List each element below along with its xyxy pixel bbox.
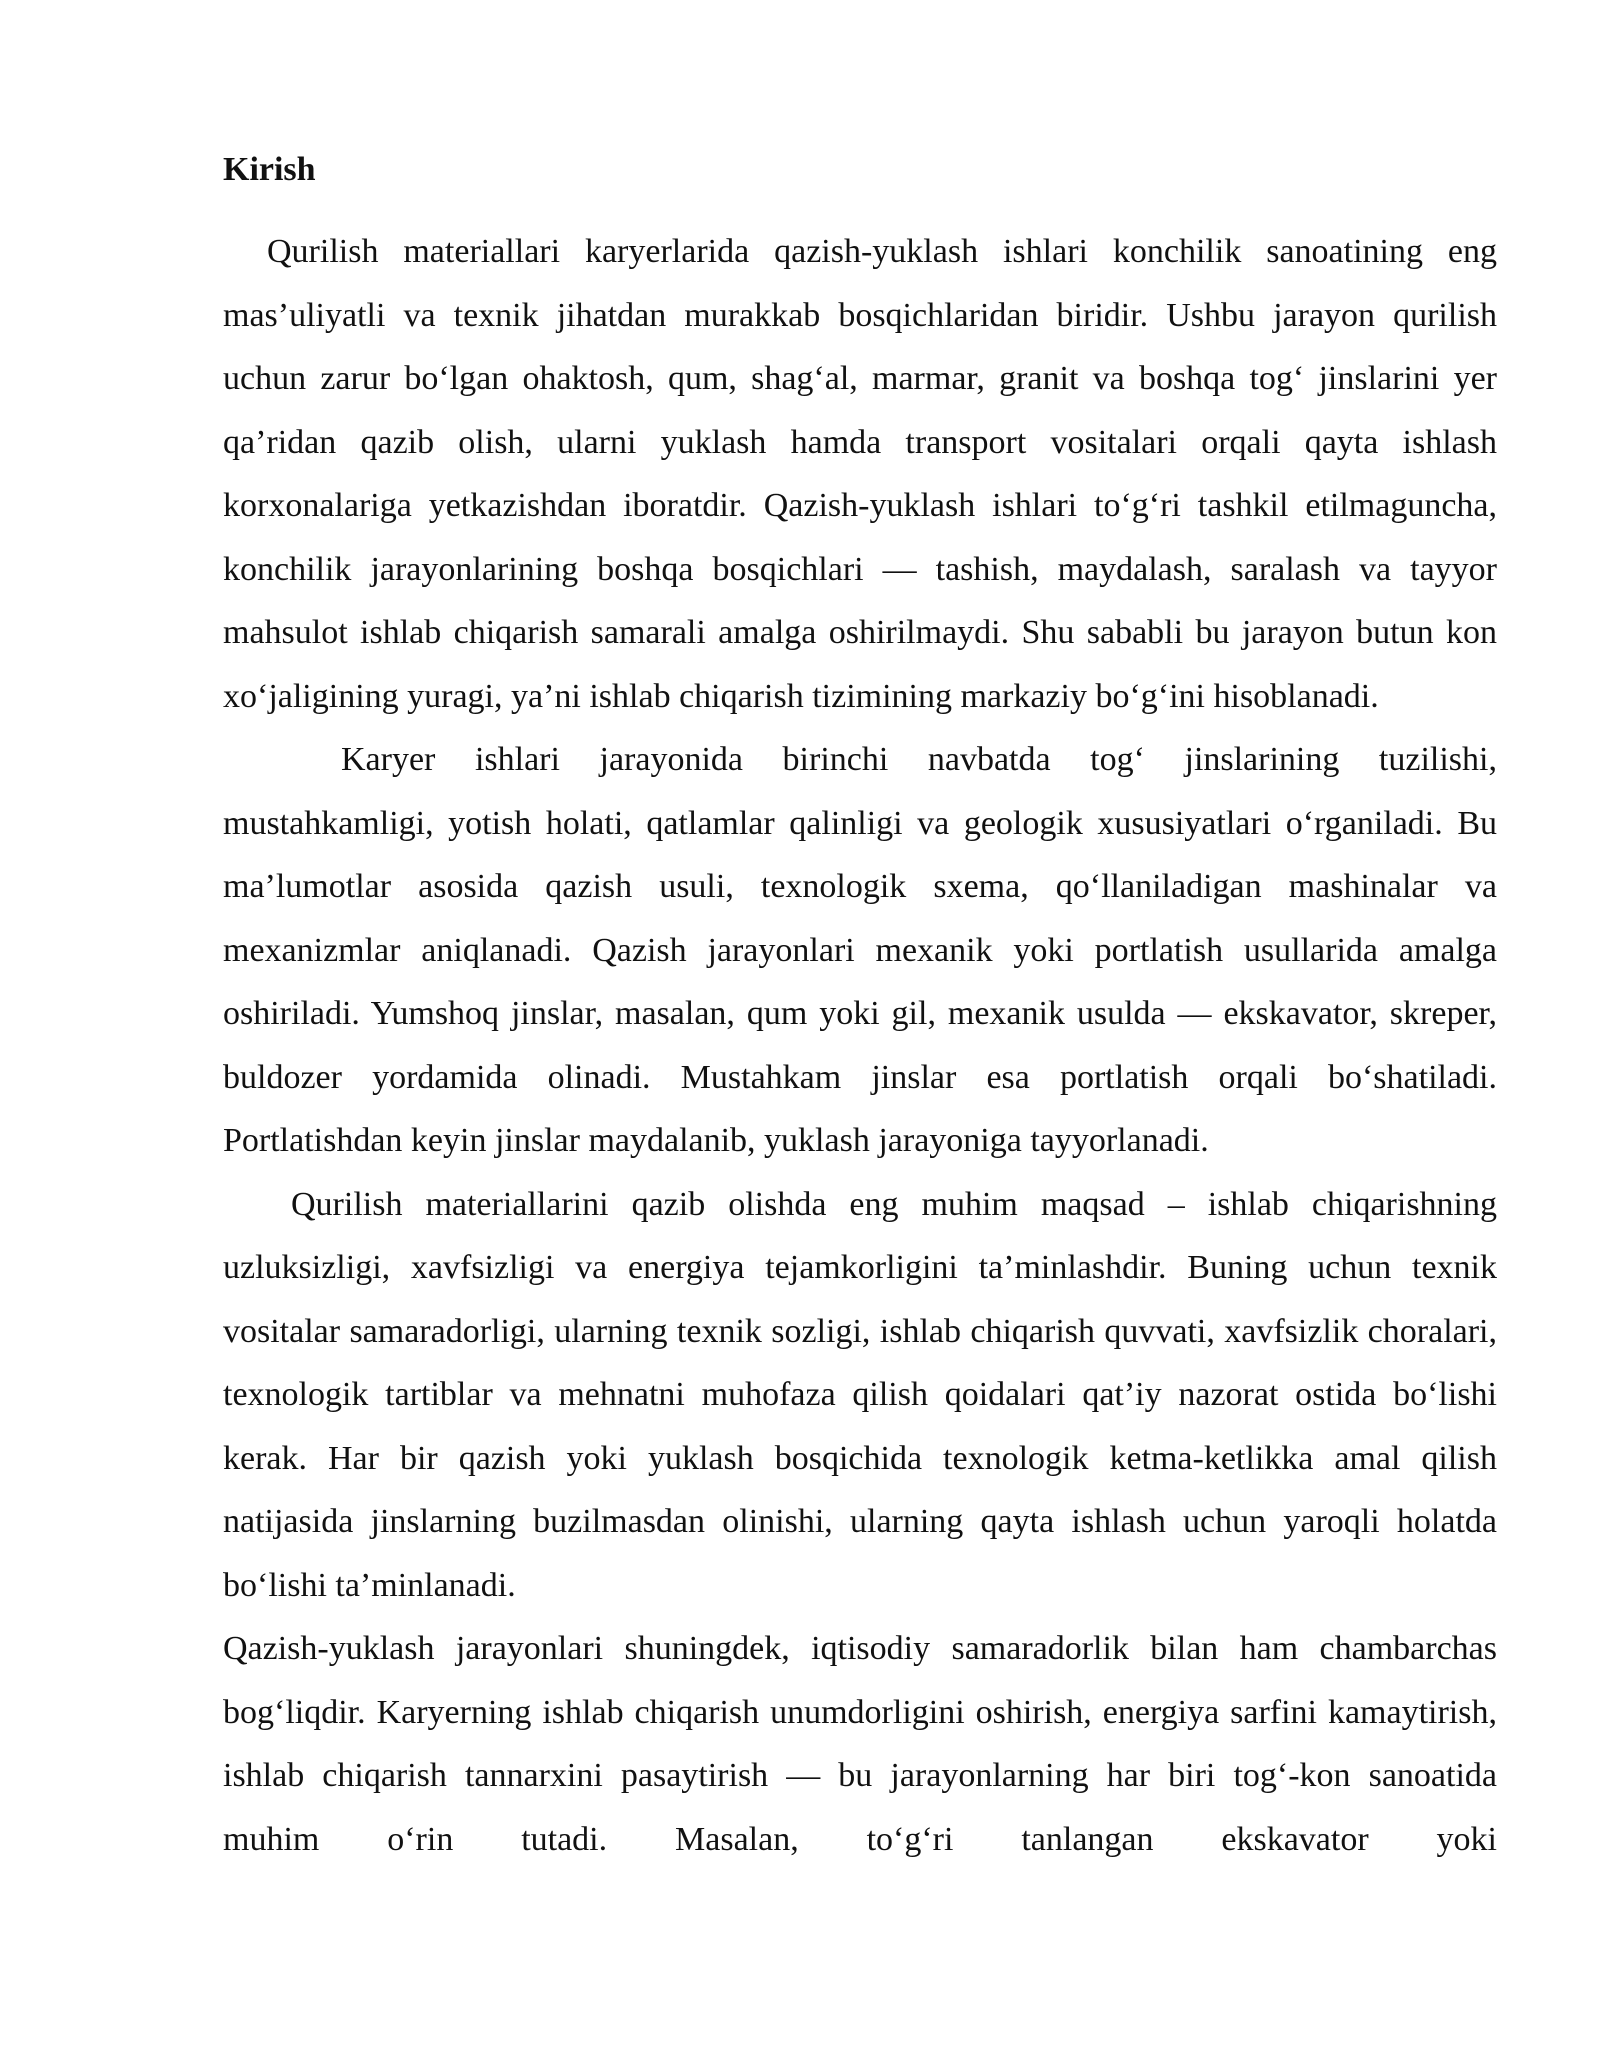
paragraph-2: Karyer ishlari jarayonida birinchi navbatda tog‘ jinslarining tuzilishi, mustahkamligi, yotish holati, qatlamlar qalinligi va geologik xususiyatlari o‘rganiladi. Bu ma’lumotlar asosida qazish usuli, texnologik sxema, qo‘llaniladigan mashinalar va mexanizmlar aniqlanadi. Qazish jarayonlari mexanik yoki portlatish usullarida amalga oshiriladi. Yumshoq jinslar, masalan, qum yoki gil, mexanik usulda — ekskavator, skreper, buldozer yordamida olinadi. Mustahkam jinslar esa portlatish orqali bo‘shatiladi. Portlatishdan keyin jinslar maydalanib, yuklash jarayoniga tayyorlanadi. <box>223 741 1497 1159</box>
paragraph-3: Qurilish materiallarini qazib olishda eng muhim maqsad – ishlab chiqarishning uzluksizligi, xavfsizligi va energiya tejamkorligini ta’minlashdir. Buning uchun texnik vositalar samaradorligi, ularning texnik sozligi, ishlab chiqarish quvvati, xavfsizlik choralari, texnologik tartiblar va mehnatni muhofaza qilish qoidalari qat’iy nazorat ostida bo‘lishi kerak. Har bir qazish yoki yuklash bosqichida texnologik ketma-ketlikka amal qilish natijasida jinslarning buzilmasdan olinishi, ularning qayta ishlash uchun yaroqli holatda bo‘lishi ta’minlanadi. <box>223 1185 1497 1604</box>
section-heading: Kirish <box>223 151 316 188</box>
document-body <box>223 145 1497 1871</box>
paragraph-1: Qurilish materiallari karyerlarida qazish-yuklash ishlari konchilik sanoatining eng mas’uliyatli va texnik jihatdan murakkab bosqichlaridan biridir. Ushbu jarayon qurilish uchun zarur bo‘lgan ohaktosh, qum, shag‘al, marmar, granit va boshqa tog‘ jinslarini yer qa’ridan qazib olish, ularni yuklash hamda transport vositalari orqali qayta ishlash korxonalariga yetkazishdan iboratdir. Qazish-yuklash ishlari to‘g‘ri tashkil etilmaguncha, konchilik jarayonlarining boshqa bosqichlari — tashish, maydalash, saralash va tayyor mahsulot ishlab chiqarish samarali amalga oshirilmaydi. Shu sababli bu jarayon butun kon xo‘jaligining yuragi, ya’ni ishlab chiqarish tizimining markaziy bo‘g‘ini hisoblanadi. <box>223 233 1497 715</box>
paragraph-4: Qazish-yuklash jarayonlari shuningdek, iqtisodiy samaradorlik bilan ham chambarchas bog‘liqdir. Karyerning ishlab chiqarish unumdorligini oshirish, energiya sarfini kamaytirish, ishlab chiqarish tannarxini pasaytirish — bu jarayonlarning har biri tog‘-kon sanoatida muhim o‘rin tutadi. Masalan, to‘g‘ri tanlangan ekskavator yoki <box>223 1630 1497 1858</box>
